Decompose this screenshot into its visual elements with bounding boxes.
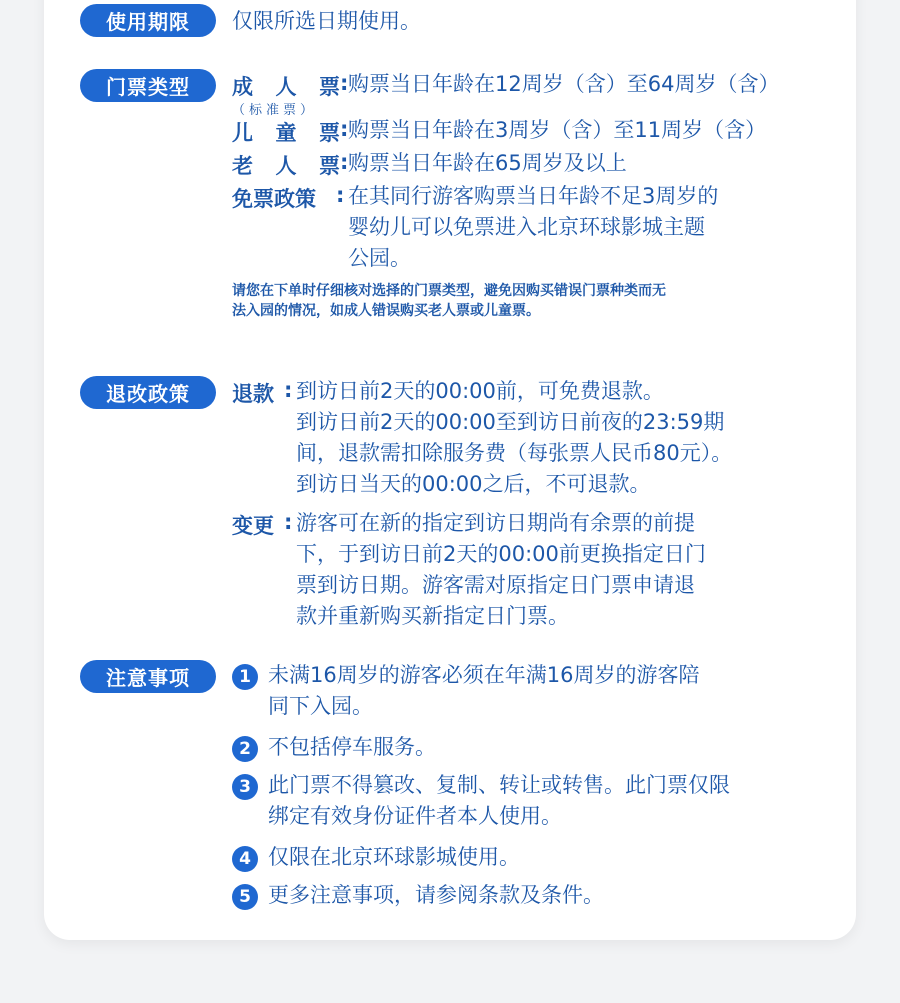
pill-refund-policy: 退改政策 <box>80 376 216 409</box>
change-line: 下，于到访日前2天的00:00前更换指定日门 <box>296 542 706 566</box>
refund-label: 退款 <box>232 382 274 406</box>
pill-notes: 注意事项 <box>80 660 216 693</box>
ticket-type-adult: 成 人 票 : （标准票） 购票当日年龄在12周岁（含）至64周岁（含） <box>232 71 780 118</box>
adult-sub-label: （标准票） <box>232 103 318 118</box>
free-policy-line: 婴幼儿可以免票进入北京环球影城主题 <box>348 215 705 239</box>
list-item: 4 仅限在北京环球影城使用。 <box>232 844 842 882</box>
change-block: 变更 : 游客可在新的指定到访日期尚有余票的前提 下，于到访日前2天的00:00前更换指定日门 票到访日期。游客需对原指定日门票申请退 款并重新购买新指定日门票。 <box>232 510 842 634</box>
pill-usage-period: 使用期限 <box>80 4 216 37</box>
number-5-icon: 5 <box>232 884 258 910</box>
number-2-icon: 2 <box>232 736 258 762</box>
usage-text: 仅限所选日期使用。 <box>232 9 421 33</box>
refund-line: 到访日当天的00:00之后，不可退款。 <box>296 472 651 496</box>
change-line: 票到访日期。游客需对原指定日门票申请退 <box>296 573 695 597</box>
list-item: 1 未满16周岁的游客必须在年满16周岁的游客陪 同下入园。 <box>232 662 842 734</box>
change-line: 游客可在新的指定到访日期尚有余票的前提 <box>296 511 695 535</box>
free-policy-line: 公园。 <box>348 246 411 270</box>
ticket-type-note: 请您在下单时仔细核对选择的门票类型，避免因购买错误门票种类而无 法入园的情况，如成人错误购买老人票或儿童票。 <box>232 283 666 319</box>
list-item: 3 此门票不得篡改、复制、转让或转售。此门票仅限 绑定有效身份证件者本人使用。 <box>232 772 842 844</box>
number-1-icon: 1 <box>232 664 258 690</box>
adult-label: 成 人 票 <box>232 75 340 99</box>
change-label: 变更 <box>232 514 274 538</box>
number-3-icon: 3 <box>232 774 258 800</box>
ticket-type-child: 儿 童 票 : 购票当日年龄在3周岁（含）至11周岁（含） <box>232 117 767 145</box>
refund-line: 间，退款需扣除服务费（每张票人民币80元）。 <box>296 441 733 465</box>
refund-block: 退款 : 到访日前2天的00:00前，可免费退款。 到访日前2天的00:00至到访日前夜的23:59期 间，退款需扣除服务费（每张票人民币80元）。 到访日当天的00:00之后，不可退款。 <box>232 378 842 510</box>
free-policy-label: 免票政策 <box>232 187 316 211</box>
child-text: 购票当日年龄在3周岁（含）至11周岁（含） <box>348 118 767 142</box>
senior-label: 老 人 票 <box>232 154 340 178</box>
child-label: 儿 童 票 <box>232 121 340 145</box>
change-line: 款并重新购买新指定日门票。 <box>296 604 569 628</box>
list-item: 5 更多注意事项，请参阅条款及条件。 <box>232 882 842 920</box>
pill-ticket-types: 门票类型 <box>80 69 216 102</box>
adult-text: 购票当日年龄在12周岁（含）至64周岁（含） <box>348 72 780 96</box>
senior-text: 购票当日年龄在65周岁及以上 <box>348 151 627 175</box>
ticket-type-senior: 老 人 票 : 购票当日年龄在65周岁及以上 <box>232 150 627 178</box>
refund-line: 到访日前2天的00:00至到访日前夜的23:59期 <box>296 410 725 434</box>
refund-line: 到访日前2天的00:00前，可免费退款。 <box>296 379 664 403</box>
list-item: 2 不包括停车服务。 <box>232 734 842 772</box>
ticket-type-free: 免票政策 : 在其同行游客购票当日年龄不足3周岁的 婴幼儿可以免票进入北京环球影城主题 公园。 <box>232 183 842 283</box>
free-policy-line: 在其同行游客购票当日年龄不足3周岁的 <box>348 184 719 208</box>
number-4-icon: 4 <box>232 846 258 872</box>
